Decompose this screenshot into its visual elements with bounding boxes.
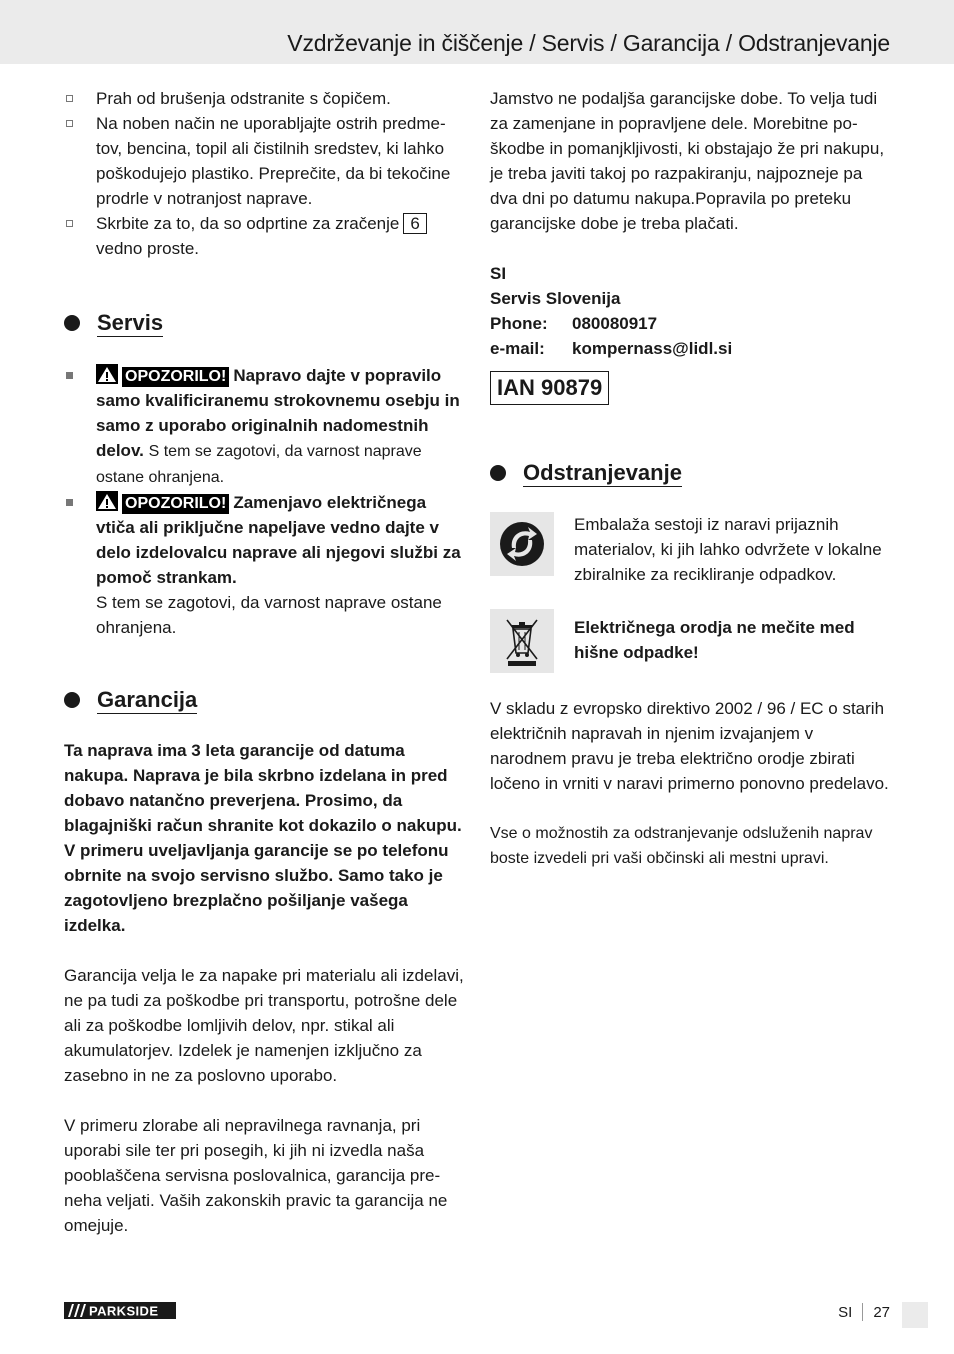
maintenance-item-2: Na noben način ne uporabljajte ostrih predmetov, bencina, topil ali čistilnih sredstev, ki lahko poškodujejo plastiko. Preprečite, da bi tekočine prodrle v notranjost naprave. bbox=[96, 114, 451, 208]
list-item bbox=[64, 111, 464, 211]
warning-2 bbox=[96, 490, 464, 640]
language-code: SI bbox=[838, 1304, 853, 1321]
list-item bbox=[64, 211, 464, 261]
left-column bbox=[64, 86, 464, 1238]
brand-name: PARKSIDE bbox=[89, 1303, 159, 1319]
recycling-icon bbox=[490, 512, 554, 576]
contact-service-name: Servis Slovenija bbox=[490, 289, 621, 308]
warning-label: OPOZORILO! bbox=[122, 494, 229, 514]
warning-1-text: S tem se zagotovi, da varnost naprave ostane ohranjena. bbox=[96, 443, 422, 486]
service-heading bbox=[64, 309, 464, 337]
warranty-heading bbox=[64, 686, 464, 714]
bullet-square-icon bbox=[66, 220, 73, 227]
contact-country: SI bbox=[490, 264, 507, 283]
warning-1 bbox=[96, 363, 464, 490]
packaging-text: Embalaža sestoji iz naravi prijaznih materialov, ki jih lahko odvržete v lokalne zbiralnike za recikliranje odpadkov. bbox=[574, 515, 882, 584]
warranty-bold-paragraph: Ta naprava ima 3 leta garancije od datuma nakupa. Naprava je bila skrbno izdelana in pred dobavo natančno preverjena. Prosimo, da blagajniški račun shranite kot dokazilo o nakupu. V primeru uveljavljanja garancije se po telefonu obrnite na svojo servisno službo. Samo tako je zagotovljeno brezplačno pošiljanje vašega izdelka. bbox=[64, 741, 462, 935]
maintenance-item-1: Prah od brušenja odstranite s čopičem. bbox=[96, 89, 391, 108]
email-label: e-mail: bbox=[490, 339, 545, 358]
brand-logo bbox=[64, 1302, 176, 1324]
warning-1-bold: Napravo dajte v popravilo samo kvalificiranemu strokovnemu osebju in samo z uporabo originalnih nadomestnih delov. bbox=[96, 366, 460, 460]
weee-text: Električnega orodja ne mečite med hišne odpadke! bbox=[574, 618, 855, 662]
bullet-square-icon bbox=[66, 95, 73, 102]
warranty-heading-text: Garancija bbox=[97, 687, 198, 712]
bullet-square-icon bbox=[66, 372, 73, 379]
page-title: Vzdrževanje in čiščenje / Servis / Garancija / Odstranjevanje bbox=[287, 30, 890, 56]
phone-number: 080080917 bbox=[572, 314, 658, 333]
section-bullet-icon bbox=[64, 315, 80, 331]
warning-2-bold: Zamenjavo električnega vtiča ali priključne napeljave vedno dajte v delo izdelovalcu naprave ali njegovi službi za pomoč strankam. bbox=[96, 493, 461, 587]
right-column bbox=[490, 86, 890, 871]
contact-email bbox=[490, 336, 890, 361]
section-bullet-icon bbox=[64, 692, 80, 708]
service-heading-text: Servis bbox=[97, 310, 164, 335]
warning-item bbox=[64, 363, 464, 490]
weee-row bbox=[490, 609, 890, 673]
bullet-square-icon bbox=[66, 120, 73, 127]
divider bbox=[862, 1303, 863, 1321]
warning-item bbox=[64, 490, 464, 640]
page-number bbox=[838, 1303, 890, 1321]
maintenance-item-3-text: Skrbite za to, da so odprtine za zračenje bbox=[96, 214, 400, 233]
warranty-paragraph-2: Garancija velja le za napake pri materialu ali izdelavi, ne pa tudi za poškodbe pri transportu, potrošne dele ali za poškodbe lomljivih delov, npr. stikal ali akumulatorjev. Izdelek je namenjen izključno za zasebno in ne za poslovno uporabo. bbox=[64, 966, 464, 1085]
page-tab bbox=[902, 1302, 928, 1328]
crossed-bin-icon bbox=[490, 609, 554, 673]
phone-label: Phone: bbox=[490, 314, 548, 333]
disposal-paragraph-1: V skladu z evropsko direktivo 2002 / 96 / EC o starih električnih napravah in njenim izvajanjem v narodnem pravu je treba električno orodje zbirati ločeno in vrniti v naravi primerno ponovno predelavo. bbox=[490, 699, 889, 793]
warranty-paragraph-3: V primeru zlorabe ali nepravilnega ravnanja, pri uporabi sile ter pri posegih, ki jih ni izvedla naša pooblaščena servisna poslovalnica, garancija preneha veljati. Vaših zakonskih pravic ta garancija ne omejuje. bbox=[64, 1116, 448, 1235]
bullet-square-icon bbox=[66, 499, 73, 506]
maintenance-item-3-tail: vedno proste. bbox=[96, 239, 200, 258]
warranty-paragraph-4: Jamstvo ne podaljša garancijske dobe. To velja tudi za zamenjane in popravljene dele. Morebitne poškodbe in pomanjkljivosti, ki obstajajo že pri nakupu, je treba javiti takoj po razpakiranju, najpozneje pa dva dni po datumu nakupa.Popravila po preteku garancijske dobe je treba plačati. bbox=[490, 89, 885, 233]
section-bullet-icon bbox=[490, 465, 506, 481]
list-item bbox=[64, 86, 464, 111]
contact-phone bbox=[490, 311, 890, 336]
disposal-heading-text: Odstranjevanje bbox=[523, 460, 682, 485]
email-address: kompernass@lidl.si bbox=[572, 339, 733, 358]
page-number-value: 27 bbox=[873, 1304, 890, 1321]
warning-2-text: S tem se zagotovi, da varnost naprave ostane ohranjena. bbox=[96, 593, 442, 637]
disposal-paragraph-2: Vse o možnostih za odstranjevanje odsluženih naprav boste izvedeli pri vaši občinski ali mestni upravi. bbox=[490, 825, 873, 867]
disposal-heading bbox=[490, 459, 890, 487]
page-header bbox=[0, 0, 954, 64]
packaging-row bbox=[490, 512, 890, 587]
reference-number: 6 bbox=[403, 213, 426, 234]
ian-box: IAN 90879 bbox=[490, 371, 609, 405]
maintenance-item-3 bbox=[96, 211, 464, 261]
warning-label: OPOZORILO! bbox=[122, 367, 229, 387]
warning-triangle-icon bbox=[96, 364, 118, 384]
warning-triangle-icon bbox=[96, 491, 118, 511]
